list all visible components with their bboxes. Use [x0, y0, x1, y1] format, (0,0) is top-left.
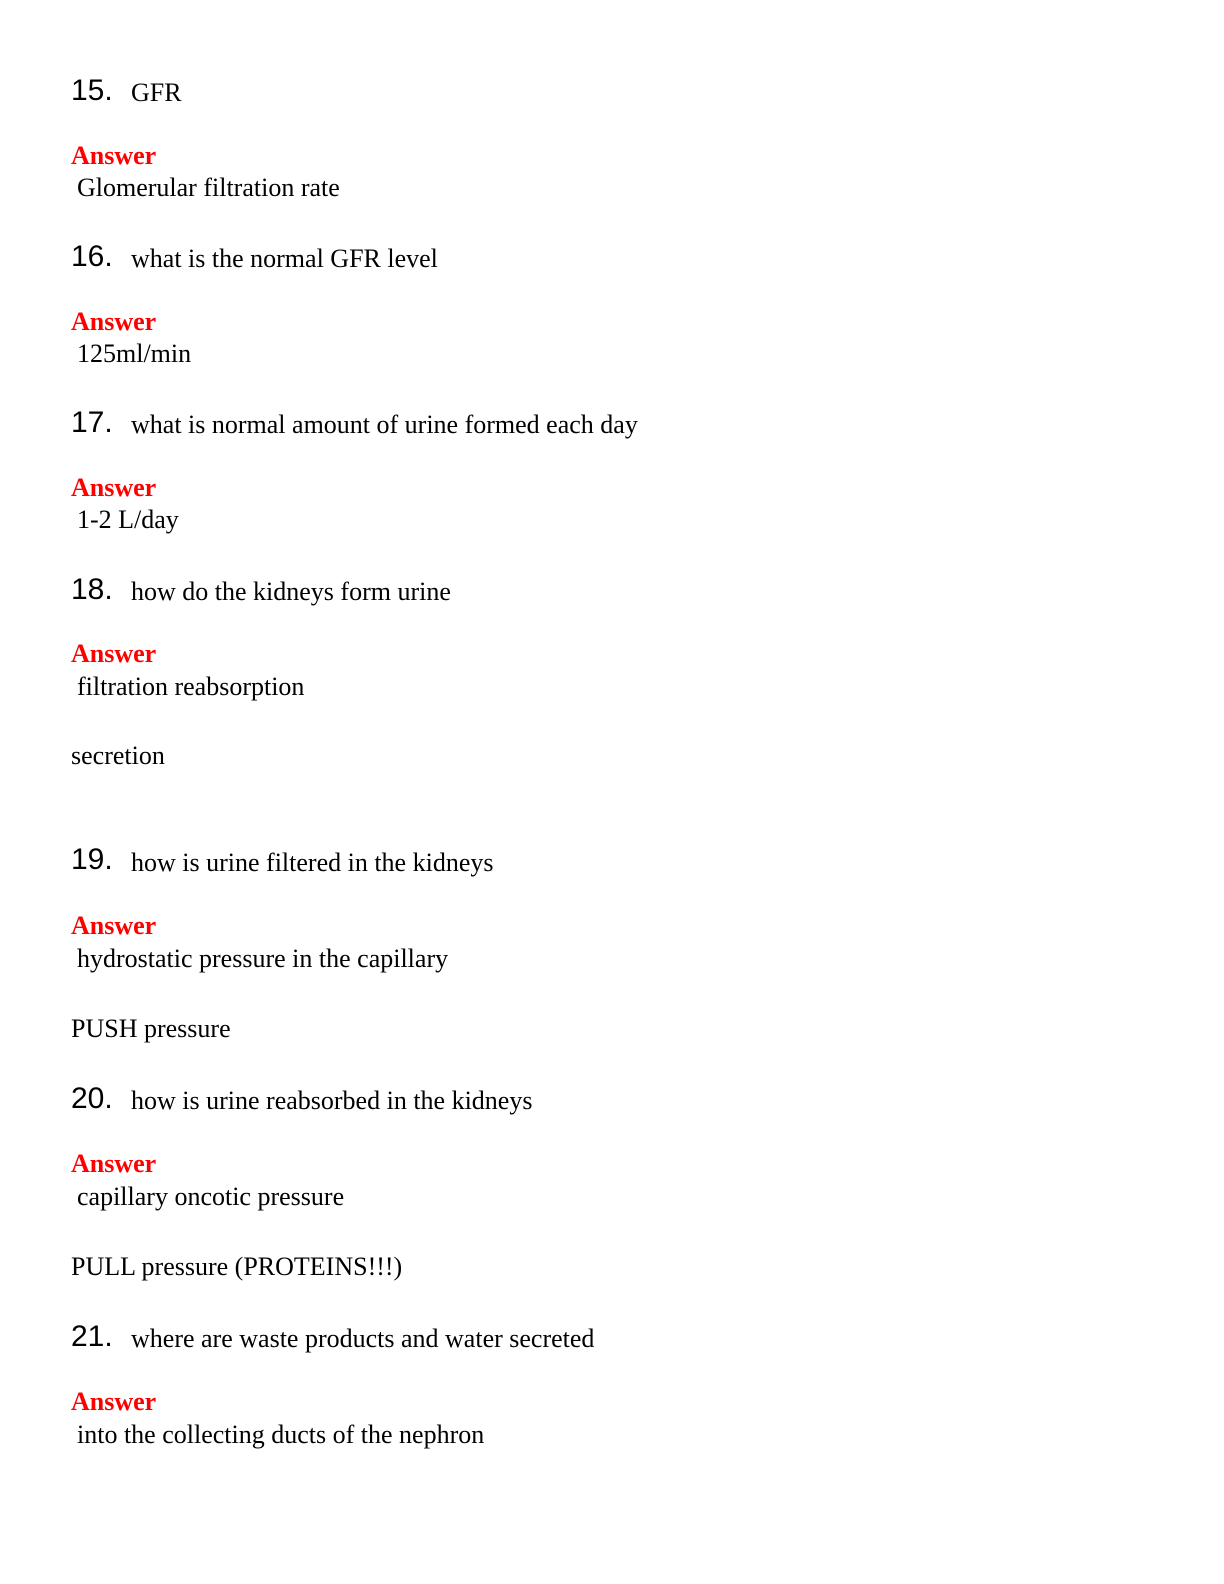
question-number: 15.: [71, 74, 113, 107]
answer-text: filtration reabsorption: [77, 672, 305, 701]
answer-text: 1-2 L/day: [77, 505, 179, 534]
answer-extra-text: secretion: [71, 741, 165, 770]
answer-label: Answer: [71, 1149, 157, 1178]
question-number: 16.: [71, 240, 113, 273]
answer-extra-text: PULL pressure (PROTEINS!!!): [71, 1252, 403, 1281]
answer-text: 125ml/min: [77, 339, 192, 368]
question-number: 21.: [71, 1320, 113, 1353]
question-text: how is urine reabsorbed in the kidneys: [131, 1086, 533, 1115]
question-number: 17.: [71, 406, 113, 439]
answer-text: hydrostatic pressure in the capillary: [77, 944, 449, 973]
question-text: how do the kidneys form urine: [131, 577, 451, 606]
answer-text: Glomerular filtration rate: [77, 173, 340, 202]
question-text: what is normal amount of urine formed each day: [131, 410, 638, 439]
answer-text: into the collecting ducts of the nephron: [77, 1420, 485, 1449]
question-number: 19.: [71, 843, 113, 876]
question-text: what is the normal GFR level: [131, 244, 438, 273]
answer-label: Answer: [71, 307, 157, 336]
answer-text: capillary oncotic pressure: [77, 1182, 345, 1211]
question-number: 18.: [71, 573, 113, 606]
answer-label: Answer: [71, 473, 157, 502]
answer-label: Answer: [71, 911, 157, 940]
answer-label: Answer: [71, 639, 157, 668]
answer-label: Answer: [71, 1387, 157, 1416]
answer-extra-text: PUSH pressure: [71, 1014, 231, 1043]
question-text: how is urine filtered in the kidneys: [131, 848, 494, 877]
answer-label: Answer: [71, 141, 157, 170]
question-text: where are waste products and water secreted: [131, 1324, 595, 1353]
question-text: GFR: [131, 78, 182, 107]
question-number: 20.: [71, 1082, 113, 1115]
